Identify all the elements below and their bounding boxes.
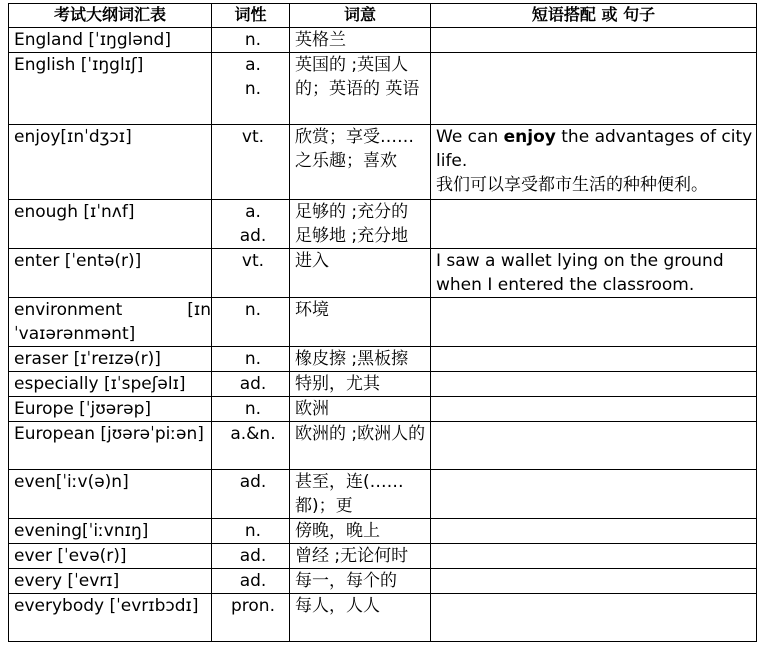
pos-cell: ad.	[212, 372, 290, 397]
phrase-cell	[431, 569, 757, 594]
pos-cell: ad.	[212, 569, 290, 594]
phrase-cell: I saw a wallet lying on the ground when I entered the classroom.	[431, 249, 757, 298]
table-row	[9, 569, 757, 594]
word-cell: enough [ɪˈnʌf]	[9, 200, 212, 249]
table-row	[9, 372, 757, 397]
header-pos: 词性	[212, 4, 290, 28]
meaning-cell: 橡皮擦 ;黑板擦	[290, 347, 431, 372]
meaning-cell: 曾经 ;无论何时	[290, 544, 431, 569]
table-header-row	[9, 4, 757, 28]
word-cell: environment [ɪnˈvaɪərənmənt]	[9, 298, 212, 347]
meaning-cell: 英格兰	[290, 28, 431, 53]
table-row	[9, 298, 757, 347]
phrase-cell	[431, 519, 757, 544]
table-row	[9, 470, 757, 519]
meaning-cell: 欧洲	[290, 397, 431, 422]
pos-cell: a. ad.	[212, 200, 290, 249]
pos-cell: n.	[212, 28, 290, 53]
pos-cell: vt.	[212, 249, 290, 298]
table-row	[9, 200, 757, 249]
example-text: We can	[436, 127, 504, 147]
table-row	[9, 397, 757, 422]
pos-cell: pron.	[212, 594, 290, 642]
example-keyword: enjoy	[503, 127, 556, 147]
vocabulary-table	[8, 3, 757, 642]
pos-cell: n.	[212, 519, 290, 544]
pos-cell: ad.	[212, 544, 290, 569]
word-cell: everybody [ˈevrɪbɔdɪ]	[9, 594, 212, 642]
phrase-cell	[431, 544, 757, 569]
table-row	[9, 347, 757, 372]
word-cell: enter [ˈentə(r)]	[9, 249, 212, 298]
pos-cell: ad.	[212, 470, 290, 519]
meaning-cell: 每一，每个的	[290, 569, 431, 594]
example-translation: 我们可以享受都市生活的种种便利。	[436, 175, 708, 195]
phrase-cell	[431, 298, 757, 347]
word-cell: especially [ɪˈspeʃəlɪ]	[9, 372, 212, 397]
table-row	[9, 249, 757, 298]
word-cell: ever [ˈevə(r)]	[9, 544, 212, 569]
example-text: the advantages of city life.	[436, 127, 753, 171]
phrase-cell	[431, 470, 757, 519]
table-row	[9, 28, 757, 53]
table-row	[9, 53, 757, 125]
header-meaning: 词意	[290, 4, 431, 28]
meaning-cell: 傍晚，晚上	[290, 519, 431, 544]
pos-cell: n.	[212, 298, 290, 347]
table-row	[9, 125, 757, 200]
pos-cell: a. n.	[212, 53, 290, 125]
phrase-cell	[431, 347, 757, 372]
word-cell: England [ˈɪŋglənd]	[9, 28, 212, 53]
pos-cell: a.&n.	[212, 422, 290, 470]
meaning-cell: 环境	[290, 298, 431, 347]
meaning-cell: 足够的 ;充分的 足够地 ;充分地	[290, 200, 431, 249]
table-row	[9, 422, 757, 470]
meaning-cell: 甚至，连(……都)；更	[290, 470, 431, 519]
pos-cell: n.	[212, 347, 290, 372]
phrase-cell	[431, 372, 757, 397]
word-cell: enjoy[ɪnˈdʒɔɪ]	[9, 125, 212, 200]
word-cell: even[ˈiːv(ə)n]	[9, 470, 212, 519]
meaning-cell: 英国的 ;英国人的；英语的 英语	[290, 53, 431, 125]
phrase-cell	[431, 28, 757, 53]
header-phrase: 短语搭配 或 句子	[431, 4, 757, 28]
pos-cell: vt.	[212, 125, 290, 200]
meaning-cell: 欣赏；享受……之乐趣；喜欢	[290, 125, 431, 200]
example-sentence	[436, 125, 756, 173]
word-cell: evening[ˈiːvnɪŋ]	[9, 519, 212, 544]
phrase-cell	[431, 397, 757, 422]
word-cell: European [jʊərəˈpiːən]	[9, 422, 212, 470]
meaning-cell: 特别，尤其	[290, 372, 431, 397]
table-row	[9, 519, 757, 544]
phrase-cell	[431, 594, 757, 642]
table-row	[9, 594, 757, 642]
word-cell: eraser [ɪˈreɪzə(r)]	[9, 347, 212, 372]
phrase-cell	[431, 53, 757, 125]
word-cell: English [ˈɪŋglɪʃ]	[9, 53, 212, 125]
phrase-cell	[431, 125, 757, 200]
meaning-cell: 欧洲的 ;欧洲人的	[290, 422, 431, 470]
phrase-cell	[431, 200, 757, 249]
header-word: 考试大纲词汇表	[9, 4, 212, 28]
meaning-cell: 进入	[290, 249, 431, 298]
phrase-cell	[431, 422, 757, 470]
word-cell: Europe [ˈjʊərəp]	[9, 397, 212, 422]
word-cell: every [ˈevrɪ]	[9, 569, 212, 594]
meaning-cell: 每人，人人	[290, 594, 431, 642]
pos-cell: n.	[212, 397, 290, 422]
table-row	[9, 544, 757, 569]
